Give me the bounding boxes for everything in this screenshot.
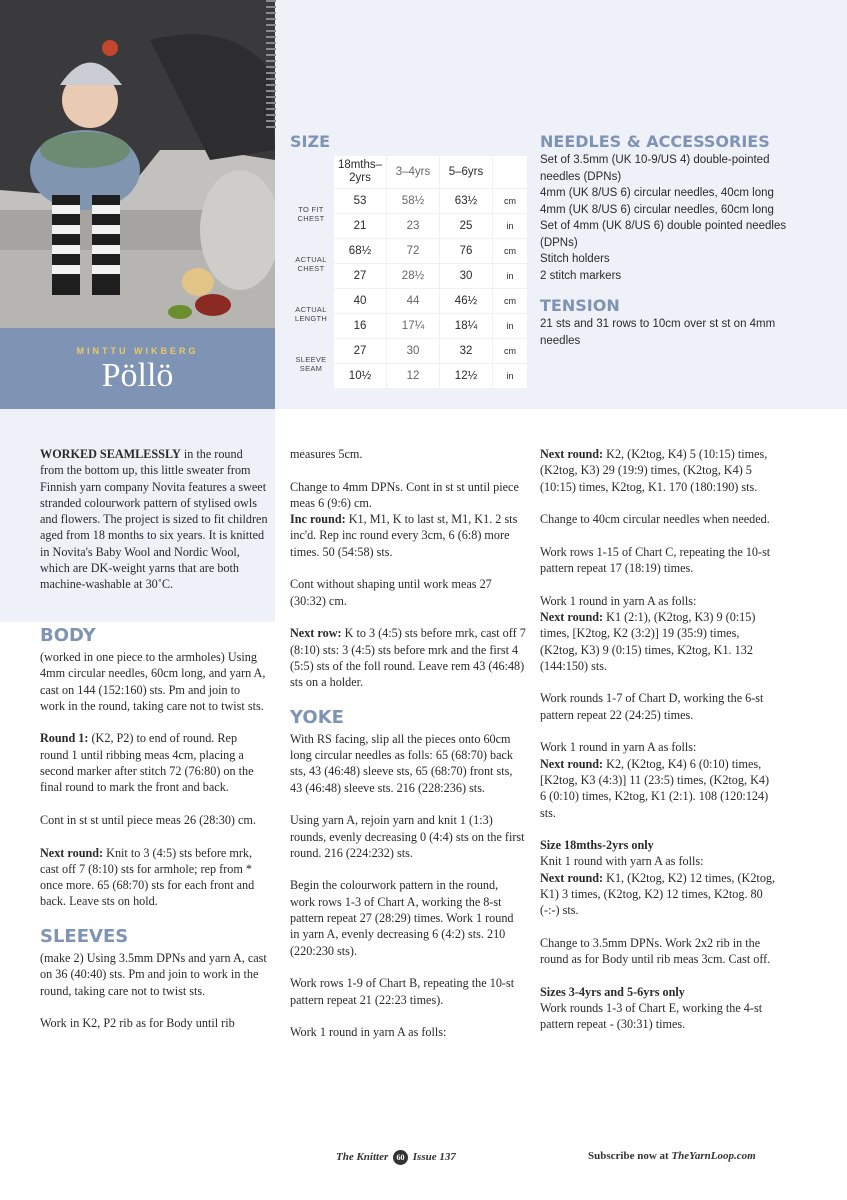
sleeve-measure: measures 5cm. [290,447,363,461]
shaping-instructions: Cont without shaping until work meas 27 (30:32) cm. [290,577,492,608]
pattern-photo [0,0,275,328]
size-row-label: ACTUAL CHEST [295,254,327,273]
chart-c-instructions: Work rows 1-15 of Chart C, repeating the 10-st pattern repeat 17 (18:19) times. [540,544,771,576]
needles-item: Set of 3.5mm (UK 10-9/US 4) double-pointed needles (DPNs) [540,154,770,183]
size-cell: 46½ [440,289,492,313]
needles-item: 4mm (UK 8/US 6) circular needles, 40cm long [540,187,774,199]
size-cell: 68½ [334,239,386,263]
size-cell: 32 [440,339,492,363]
size-col-header: 3–4yrs [387,156,439,188]
size-cell: 18¼ [440,314,492,338]
size-cell: 72 [387,239,439,263]
needles-heading: NEEDLES & ACCESSORIES [540,132,770,151]
column-1 [40,446,268,1048]
size-cell: 27 [334,264,386,288]
size-unit: in [493,264,527,288]
size-cell: 30 [387,339,439,363]
size-cell: 10½ [334,364,386,388]
st-st-instructions: Cont in st st until piece meas 26 (28:30) cm. [40,812,256,827]
size-heading: SIZE [290,132,331,151]
intro-lead: WORKED SEAMLESSLY [40,447,181,461]
size-col-header: 18mths–2yrs [334,156,386,188]
next-round-3: Work 1 round in yarn A as folls: Next round: K2, (K2tog, K4) 6 (0:10) times, [K2tog, K3 (4:3)] 11 (23:5) times, (K2tog, K4) 6 (0:10) times, K2tog, K1 (2:1). 108 (120:124) sts. [540,740,770,820]
size-unit: in [493,314,527,338]
size-cell: 21 [334,214,386,238]
needles-item: Stitch holders [540,253,610,265]
size-row-label: SLEEVE SEAM [295,354,327,373]
sizes-3-6-heading: Sizes 3-4yrs and 5-6yrs only [540,984,685,999]
size-cell: 27 [334,339,386,363]
footer-magazine: The Knitter 60 Issue 137 [336,1151,456,1163]
size-cell: 76 [440,239,492,263]
needles-item: Set of 4mm (UK 8/US 6) double pointed needles (DPNs) [540,220,787,249]
size-header-row [289,156,527,188]
size-cell: 17¼ [387,314,439,338]
next-row-instructions: Next row: K to 3 (4:5) sts before mrk, cast off 7 (8:10) sts: 3 (4:5) sts before mrk and the first 4 (5:5) sts of the foll round. Leave rem 43 (46:48) sts on a holder. [290,626,526,690]
size-18mths-heading: Size 18mths-2yrs only [540,838,654,853]
size-unit: cm [493,189,527,213]
size-row [289,189,527,213]
body-instructions: (worked in one piece to the armholes) Using 4mm circular needles, 60cm long, and yarn A, cast on 144 (152:160) sts. Pm and join to work in the round, taking care not to twist sts. [40,649,266,713]
size-cell: 58½ [387,189,439,213]
size-cell: 16 [334,314,386,338]
round-1-instructions: Round 1: (K2, P2) to end of round. Rep round 1 until ribbing meas 4cm, placing a second marker after stitch 72 (76:80) on the final round to mark the front and back. [40,731,254,795]
yoke-instructions-4: Work rows 1-9 of Chart B, repeating the 10-st pattern repeat 21 (22:23 times). [290,976,515,1007]
size-row-label: TO FIT CHEST [297,204,325,223]
sleeves-instructions: (make 2) Using 3.5mm DPNs and yarn A, cast on 36 (40:40) sts. Pm and join to work in the round, taking care not to twist sts. [40,951,267,998]
needles-item: 2 stitch markers [540,269,622,282]
sleeves-heading: SLEEVES [40,926,129,948]
page-number: 60 [393,1150,408,1165]
size-cell: 63½ [440,189,492,213]
next-round-2: Work 1 round in yarn A as folls: Next round: K1 (2:1), (K2tog, K3) 9 (0:15) times, [K2tog, K2 (3:2)] 19 (35:9) times, (K2tog, K3) 9 (0:15) times, K2tog, K1. 132 (144:150) sts. [540,593,756,673]
size-table [288,155,528,389]
yoke-heading: YOKE [290,706,344,728]
next-round-1: Next round: K2, (K2tog, K4) 5 (10:15) times, (K2tog, K3) 29 (19:9) times, (K2tog, K4) 5 (10:15) times, K2tog, K1. 170 (180:190) sts. [540,447,768,494]
footer-subscribe: Subscribe now at TheYarnLoop.com [588,1150,756,1162]
size-unit: in [493,364,527,388]
inc-round-instructions: Inc round: K1, M1, K to last st, M1, K1. 2 sts inc'd. Rep inc round every 3cm, 6 (6:8) more times. 50 (54:58) sts. [290,512,518,559]
sleeves-rib-instructions: Work in K2, P2 rib as for Body until rib [40,1016,235,1031]
site-link[interactable]: TheYarnLoop.com [671,1150,756,1162]
size-cell: 12 [387,364,439,388]
size-18mths-section: Size 18mths-2yrs only Knit 1 round with yarn A as folls: Next round: K1, (K2tog, K2) 12 times, (K2tog, K1) 3 times, (K2tog, K2) 12 times, K2tog. 80 (-:-) sts. [540,838,776,918]
size-unit: cm [493,289,527,313]
circular-needles-note: Change to 40cm circular needles when needed. [540,512,770,527]
size-row [289,339,527,363]
sizes-3-6-section: Sizes 3-4yrs and 5-6yrs only Work rounds 1-3 of Chart E, working the 4-st pattern repeat - (30:31) times. [540,984,763,1032]
size-row [289,239,527,263]
intro-paragraph: WORKED SEAMLESSLY in the round from the bottom up, this little sweater from Finnish yarn company Novita features a sweet stranded colourwork pattern of stylised owls and flowers. The project is sized to fit children aged from 18 months to six years. It is knitted in Novita's Baby Wool and Nordic Wool, which are DK-weight yarns that are both machine-washable at 30˚C. [40,447,268,592]
size-cell: 44 [387,289,439,313]
yoke-instructions-5: Work 1 round in yarn A as folls: [290,1025,447,1040]
child-photo-illustration [0,0,275,328]
yoke-instructions-3: Begin the colourwork pattern in the round, work rows 1-3 of Chart A, working the 8-st pattern repeat 27 (28:29) times. Work 1 round in yarn A, evenly decreasing 6 (4:2) sts. 210 (220:230 sts). [290,878,514,958]
size-row-label: ACTUAL LENGTH [294,304,328,323]
dpn-instructions: Change to 4mm DPNs. Cont in st st until piece meas 6 (9:6) cm. [290,479,519,510]
size-cell: 23 [387,214,439,238]
size-cell: 25 [440,214,492,238]
column-2 [290,446,526,1057]
column-3 [540,446,776,1049]
yoke-instructions-1: With RS facing, slip all the pieces onto 60cm long circular needles as folls: 65 (68:70) back sts, 43 (46:48) sleeve sts, 65 (68:70) front sts, 43 (46:48) sleeve sts. 216 (228:236) sts. [290,731,514,795]
size-cell: 30 [440,264,492,288]
tension-text: 21 sts and 31 rows to 10cm over st st on 4mm needles [540,318,776,347]
body-heading: BODY [40,624,96,646]
chart-d-instructions: Work rounds 1-7 of Chart D, working the 6-st pattern repeat 22 (24:25) times. [540,691,764,722]
size-col-header: 5–6yrs [440,156,492,188]
size-row [289,289,527,313]
yoke-instructions-2: Using yarn A, rejoin yarn and knit 1 (1:3) rounds, evenly decreasing 0 (4:4) sts on the first round. 216 (224:232) sts. [290,813,525,860]
size-cell: 12½ [440,364,492,388]
rib-finish-instructions: Change to 3.5mm DPNs. Work 2x2 rib in the round as for Body until rib meas 3cm. Cast off. [540,935,771,967]
needles-item: 4mm (UK 8/US 6) circular needles, 60cm long [540,203,774,216]
size-cell: 28½ [387,264,439,288]
needles-list [540,152,790,284]
size-unit: in [493,214,527,238]
size-unit: cm [493,339,527,363]
size-unit: cm [493,239,527,263]
tension-heading: TENSION [540,296,620,315]
next-round-instructions: Next round: Knit to 3 (4:5) sts before mrk, cast off 7 (8:10) sts for armhole; rep from * once more. 65 (68:70) sts for each front and back. Leave sts on hold. [40,845,255,909]
pattern-title: Pöllö [101,357,174,394]
size-cell: 53 [334,189,386,213]
size-cell: 40 [334,289,386,313]
notebook-spiral [266,0,276,128]
designer-name: MINTTU WIKBERG [76,346,199,356]
